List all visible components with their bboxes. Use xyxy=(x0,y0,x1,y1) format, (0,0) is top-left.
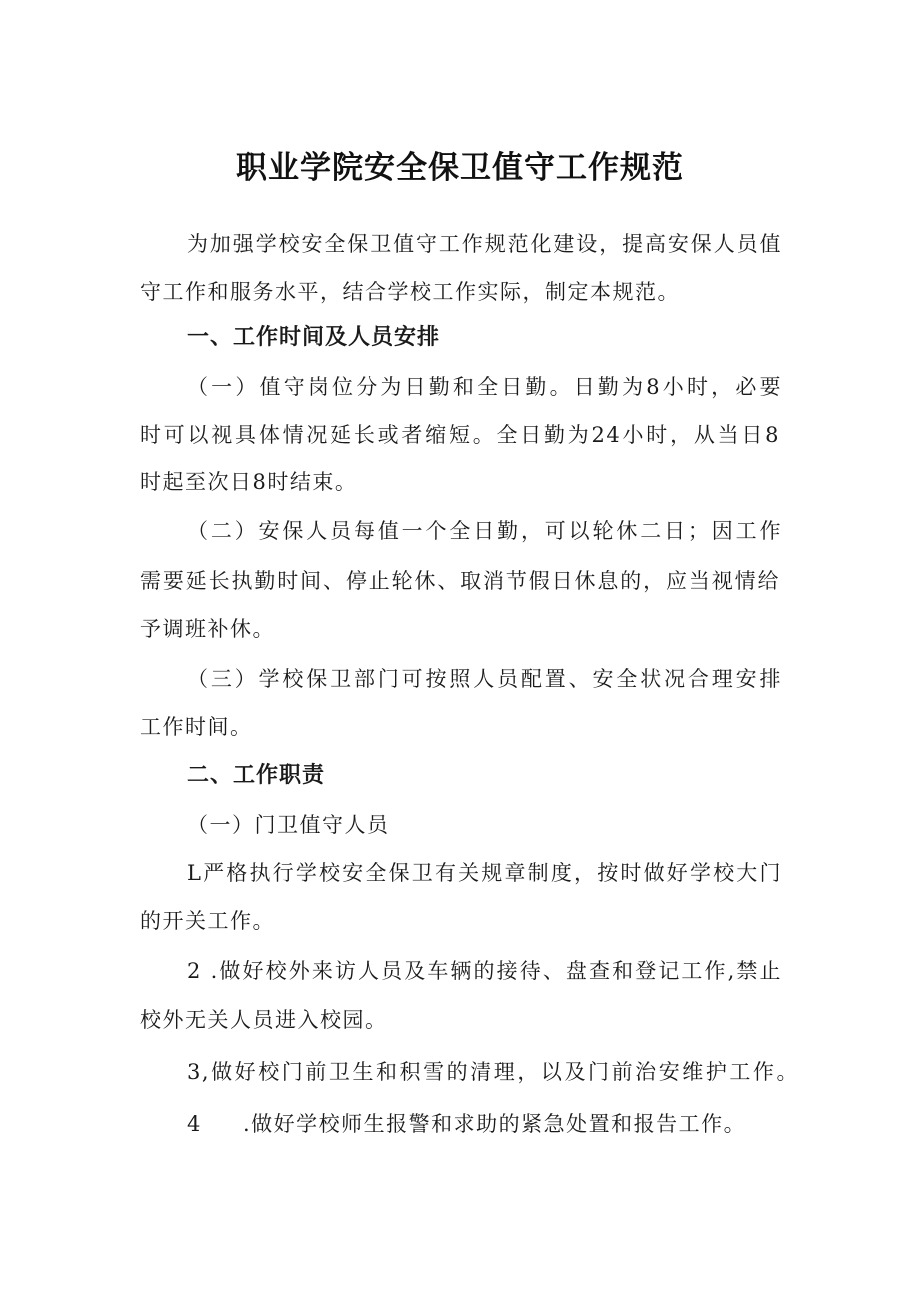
s2-duty1-line-2: 的开关工作。 xyxy=(140,909,275,933)
intro-line-2: 守工作和服务水平，结合学校工作实际，制定本规范。 xyxy=(140,280,680,304)
s2-duty3-line-1: 3,做好校门前卫生和积雪的清理，以及门前治安维护工作。 xyxy=(187,1060,799,1084)
s1-item1-line-1: （一）值守岗位分为日勤和全日勤。日勤为8小时，必要 xyxy=(187,375,782,399)
s2-duty1-line-1: L严格执行学校安全保卫有关规章制度，按时做好学校大门 xyxy=(187,861,782,885)
s1-item1-line-2: 时可以视具体情况延长或者缩短。全日勤为24小时，从当日8 xyxy=(140,423,780,447)
s2-duty4-number: 4 xyxy=(187,1112,202,1136)
section-heading-2: 二、工作职责 xyxy=(187,763,326,788)
s1-item3-line-2: 工作时间。 xyxy=(140,715,253,739)
s2-duty4-text: .做好学校师生报警和求助的紧急处置和报告工作。 xyxy=(243,1112,747,1136)
s2-subheading-1: （一）门卫值守人员 xyxy=(187,813,390,837)
s1-item1-line-3: 时起至次日8时结束。 xyxy=(140,470,358,494)
intro-line-1: 为加强学校安全保卫值守工作规范化建设，提高安保人员值 xyxy=(187,232,782,256)
section-heading-1: 一、工作时间及人员安排 xyxy=(187,325,441,350)
s1-item2-line-1: （二）安保人员每值一个全日勤，可以轮休二日；因工作 xyxy=(187,519,782,543)
s1-item2-line-3: 予调班补休。 xyxy=(140,617,275,641)
s1-item3-line-1: （三）学校保卫部门可按照人员配置、安全状况合理安排 xyxy=(187,667,782,691)
s1-item2-line-2: 需要延长执勤时间、停止轮休、取消节假日休息的，应当视情给 xyxy=(140,569,780,593)
s2-duty2-line-2: 校外无关人员进入校园。 xyxy=(140,1008,388,1032)
page-title: 职业学院安全保卫值守工作规范 xyxy=(236,150,684,186)
s2-duty2-line-1: 2 .做好校外来访人员及车辆的接待、盘查和登记工作,禁止 xyxy=(187,959,782,983)
